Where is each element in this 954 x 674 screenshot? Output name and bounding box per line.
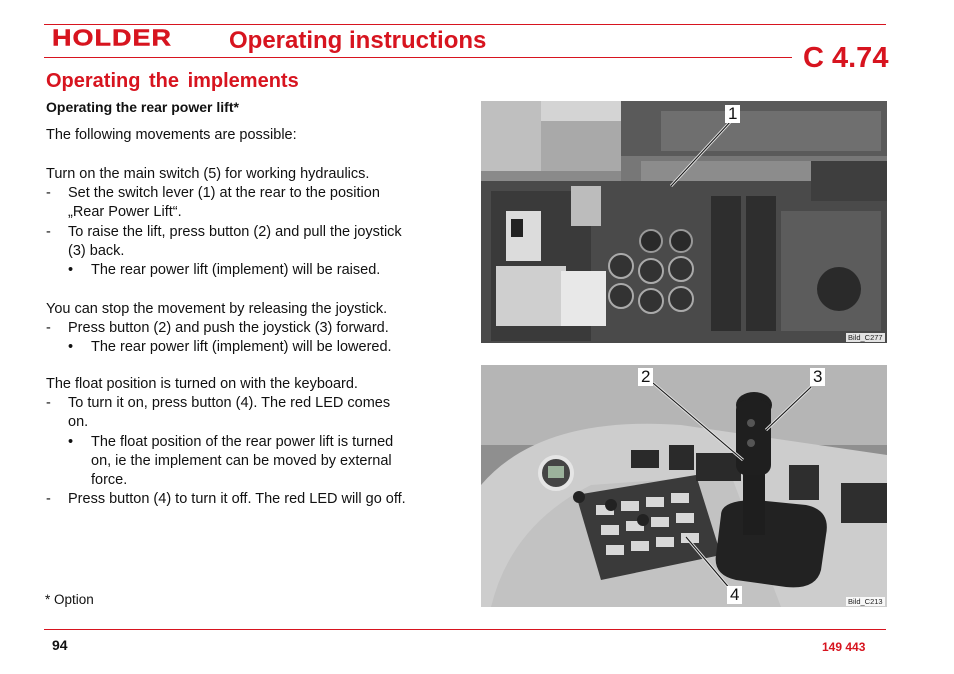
step-text: Set the switch lever (1) at the rear to the position	[68, 185, 380, 201]
step-text: Press button (4) to turn it off. The red LED will go off.	[68, 491, 406, 507]
callout-1: 1	[725, 105, 740, 123]
intro-text: The following movements are possible:	[46, 127, 297, 143]
step-text: on.	[68, 414, 89, 430]
result-text: The rear power lift (implement) will be raised.	[91, 262, 381, 278]
step-text: (3) back.	[68, 243, 125, 259]
bullet-mark: •	[68, 339, 74, 355]
dash-mark: -	[46, 185, 51, 201]
header-top-rule	[44, 24, 886, 25]
bullet-mark: •	[68, 434, 74, 450]
page-number: 94	[52, 637, 68, 653]
photo-rear-lever	[481, 101, 887, 343]
result-text: The rear power lift (implement) will be lowered.	[91, 339, 392, 355]
stop-text: You can stop the movement by releasing the joystick.	[46, 301, 388, 317]
photo-joystick-panel	[481, 365, 887, 607]
dash-mark: -	[46, 491, 51, 507]
dash-mark: -	[46, 320, 51, 336]
photo-caption-top: Bild_C277	[848, 333, 883, 342]
subsection-title: Operating the rear power lift*	[46, 99, 239, 115]
photo-caption-bottom: Bild_C213	[848, 597, 883, 606]
callout-3: 3	[810, 368, 825, 386]
dash-mark: -	[46, 224, 51, 240]
main-switch-text: Turn on the main switch (5) for working hydraulics.	[46, 166, 370, 182]
chapter-number: C 4.74	[803, 42, 889, 74]
result-text: on, ie the implement can be moved by external	[91, 453, 392, 469]
joystick-panel-illustration	[481, 365, 887, 607]
step-text: To turn it on, press button (4). The red LED comes	[68, 395, 391, 411]
step-text: Press button (2) and push the joystick (3) forward.	[68, 320, 389, 336]
result-text: The float position of the rear power lift is turned	[91, 434, 394, 450]
section-title: Operating the implements	[46, 70, 299, 92]
document-number: 149 443	[822, 640, 866, 654]
footnote: * Option	[45, 592, 94, 607]
result-text: force.	[91, 472, 128, 488]
float-intro-text: The float position is turned on with the keyboard.	[46, 376, 358, 392]
callout-4: 4	[727, 586, 742, 604]
step-text: „Rear Power Lift“.	[68, 204, 182, 220]
bullet-mark: •	[68, 262, 74, 278]
step-text: To raise the lift, press button (2) and pull the joystick	[68, 224, 402, 240]
footer-rule	[44, 629, 886, 630]
header-title: Operating instructions	[229, 27, 487, 54]
header-bottom-rule	[44, 57, 792, 58]
callout-2: 2	[638, 368, 653, 386]
rear-lever-illustration	[481, 101, 887, 343]
dash-mark: -	[46, 395, 51, 411]
holder-logo: HOLDER	[52, 25, 172, 51]
